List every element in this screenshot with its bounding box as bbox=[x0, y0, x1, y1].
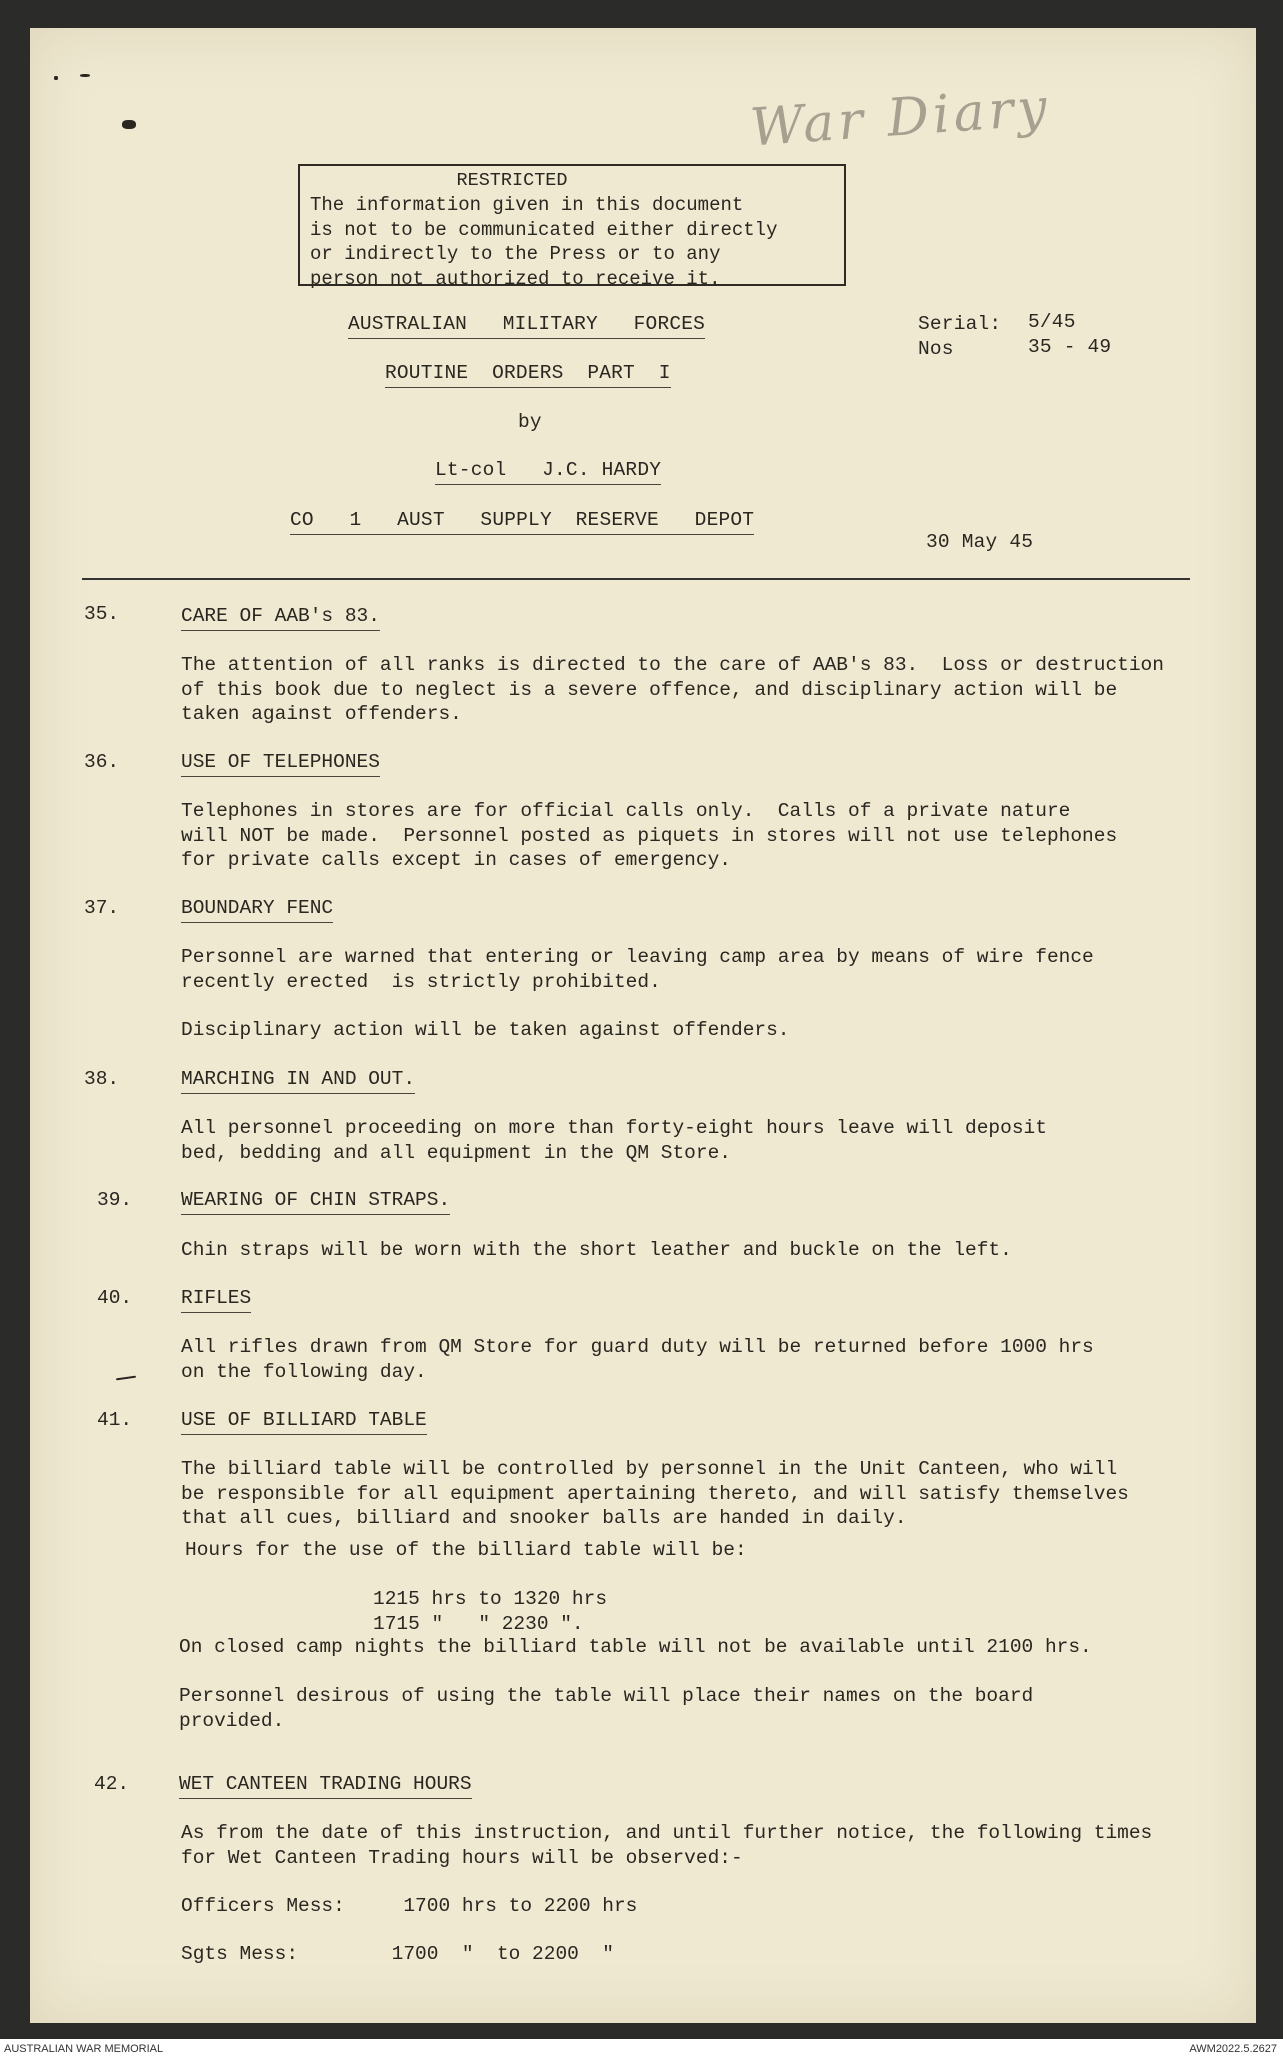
order-paragraph: As from the date of this instruction, and until further notice, the following times for Wet Canteen Trading hours will be observed:- bbox=[181, 1822, 1153, 1869]
margin-tick bbox=[116, 1376, 136, 1381]
restricted-line: person not authorized to receive it. bbox=[310, 267, 721, 290]
order-title: CARE OF AAB's 83. bbox=[181, 604, 380, 631]
footer-institution: AUSTRALIAN WAR MEMORIAL bbox=[4, 2043, 164, 2055]
order-paragraph: Disciplinary action will be taken against offenders. bbox=[181, 1019, 790, 1041]
header-divider bbox=[82, 578, 1190, 580]
footer-accession: AWM2022.5.2627 bbox=[1189, 2043, 1277, 2055]
order-paragraph: Personnel are warned that entering or leaving camp area by means of wire fence recently erected is strictly prohibited. bbox=[181, 946, 1094, 993]
order-paragraph: All personnel proceeding on more than forty-eight hours leave will deposit bed, bedding and all equipment in the QM Store. bbox=[181, 1117, 1047, 1164]
order-title: RIFLES bbox=[181, 1286, 251, 1313]
archive-footer bbox=[0, 2039, 1283, 2061]
forces-heading: AUSTRALIAN MILITARY FORCES bbox=[348, 312, 705, 339]
order-paragraph: Telephones in stores are for official calls only. Calls of a private nature will NOT be made. Personnel posted as piquets in stores will not use telephones for private calls except in cases of emergency. bbox=[181, 800, 1118, 871]
order-paragraph: The billiard table will be controlled by personnel in the Unit Canteen, who will be responsible for all equipment apertaining thereto, and will satisfy themselves that all cues, billiard and snooker balls are handed in daily. bbox=[181, 1458, 1129, 1529]
nos-label: Nos bbox=[918, 338, 954, 360]
ink-speck bbox=[80, 74, 90, 77]
document-page bbox=[30, 28, 1256, 2023]
handwritten-annotation: War Diary bbox=[748, 77, 1053, 159]
nos-value: 35 - 49 bbox=[1028, 336, 1112, 358]
order-title: BOUNDARY FENC bbox=[181, 896, 333, 923]
order-paragraph: Personnel desirous of using the table will place their names on the board provided. bbox=[179, 1685, 1034, 1732]
order-paragraph: All rifles drawn from QM Store for guard duty will be returned before 1000 hrs on the following day. bbox=[181, 1336, 1094, 1383]
order-number: 39. bbox=[97, 1189, 133, 1211]
ink-speck bbox=[122, 120, 136, 129]
mess-hours: Officers Mess: 1700 hrs to 2200 hrs bbox=[181, 1895, 638, 1917]
restricted-line: is not to be communicated either directly bbox=[310, 218, 778, 241]
order-number: 35. bbox=[84, 603, 120, 625]
order-title: WEARING OF CHIN STRAPS. bbox=[181, 1188, 450, 1215]
mess-hours: Sgts Mess: 1700 " to 2200 " bbox=[181, 1943, 614, 1965]
order-paragraph: Chin straps will be worn with the short leather and buckle on the left. bbox=[181, 1239, 1012, 1261]
order-title: MARCHING IN AND OUT. bbox=[181, 1067, 415, 1094]
billiard-hours: 1215 hrs to 1320 hrs 1715 " " 2230 ". bbox=[373, 1588, 608, 1635]
order-paragraph: Hours for the use of the billiard table will be: bbox=[185, 1539, 747, 1561]
order-number: 41. bbox=[97, 1409, 133, 1431]
order-title: USE OF TELEPHONES bbox=[181, 750, 380, 777]
restricted-notice bbox=[298, 164, 846, 290]
document-date: 30 May 45 bbox=[926, 531, 1034, 553]
order-number: 38. bbox=[84, 1068, 120, 1090]
order-paragraph: The attention of all ranks is directed to the care of AAB's 83. Loss or destruction of this book due to neglect is a severe offence, and disciplinary action will be taken against offenders. bbox=[181, 654, 1164, 725]
order-title: WET CANTEEN TRADING HOURS bbox=[179, 1772, 472, 1799]
unit-name: CO 1 AUST SUPPLY RESERVE DEPOT bbox=[290, 508, 754, 535]
ink-speck bbox=[54, 76, 58, 80]
restricted-line: The information given in this document bbox=[310, 194, 744, 216]
serial-label: Serial: bbox=[918, 313, 1002, 335]
order-number: 37. bbox=[84, 897, 120, 919]
order-number: 36. bbox=[84, 751, 120, 773]
restricted-line: or indirectly to the Press or to any bbox=[310, 243, 721, 265]
restricted-title: RESTRICTED bbox=[456, 170, 568, 191]
order-number: 42. bbox=[94, 1773, 130, 1795]
order-title: USE OF BILLIARD TABLE bbox=[181, 1408, 427, 1435]
by-label: by bbox=[518, 411, 542, 433]
officer-name: Lt-col J.C. HARDY bbox=[435, 458, 661, 485]
order-number: 40. bbox=[97, 1287, 133, 1309]
order-paragraph: On closed camp nights the billiard table will not be available until 2100 hrs. bbox=[179, 1636, 1092, 1658]
orders-heading: ROUTINE ORDERS PART I bbox=[385, 361, 671, 388]
serial-value: 5/45 bbox=[1028, 311, 1076, 333]
